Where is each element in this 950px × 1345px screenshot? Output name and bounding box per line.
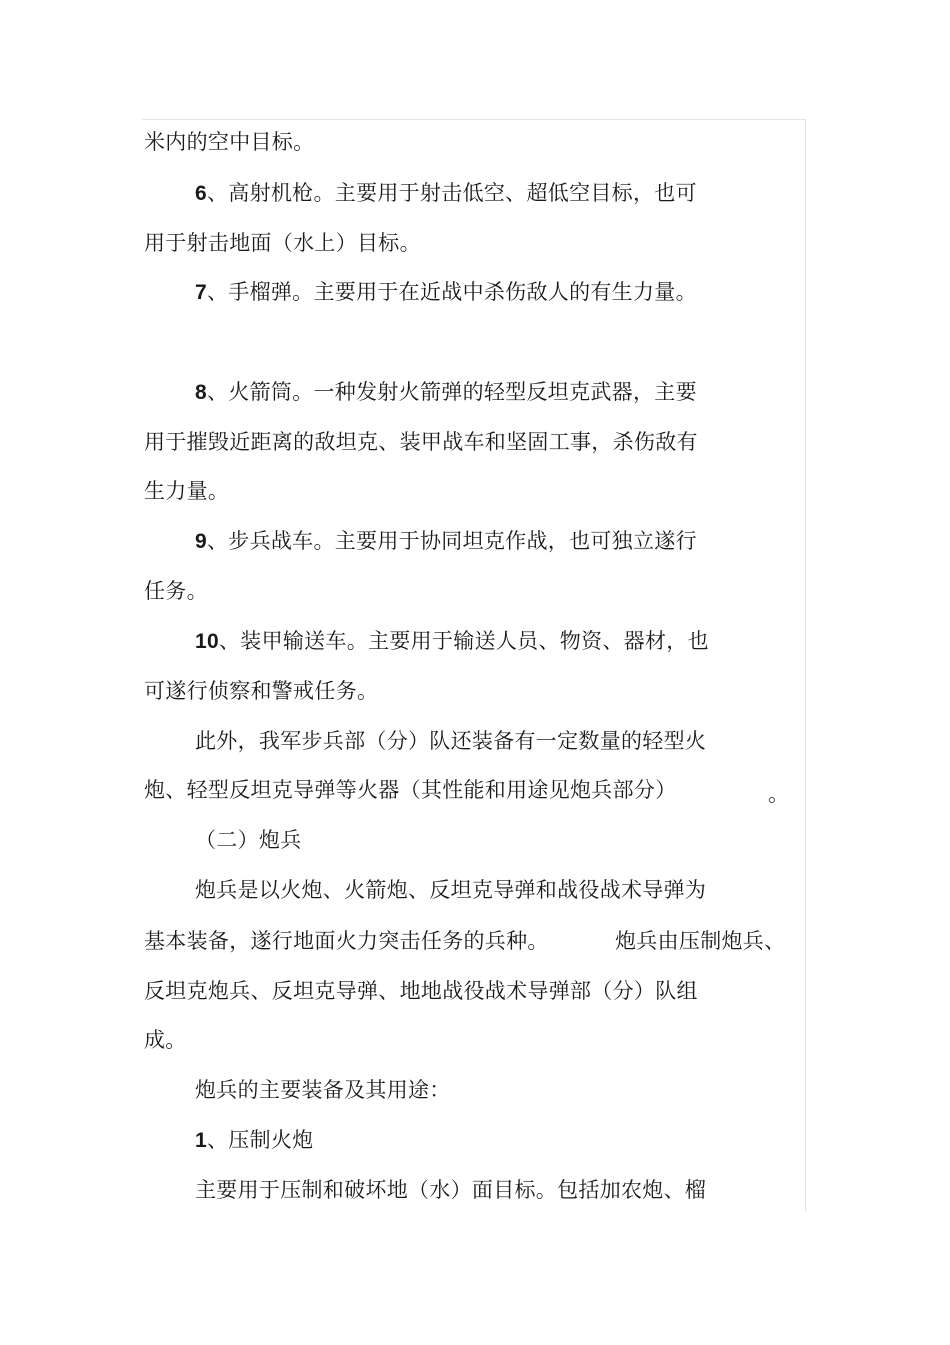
list-item-9: 9、步兵战车。主要用于协同坦克作战，也可独立遂行 bbox=[195, 529, 697, 553]
text-line: 米内的空中目标。 bbox=[144, 130, 315, 154]
text-line: 任务。 bbox=[144, 579, 208, 603]
list-item-6: 6、高射机枪。主要用于射击低空、超低空目标，也可 bbox=[195, 181, 697, 205]
list-item-8: 8、火箭筒。一种发射火箭弹的轻型反坦克武器，主要 bbox=[195, 380, 697, 404]
text-line: 用于射击地面（水上）目标。 bbox=[144, 231, 421, 255]
list-item-1: 1、压制火炮 bbox=[195, 1128, 314, 1152]
text-line: 生力量。 bbox=[144, 479, 230, 503]
text-line: 成。 bbox=[144, 1028, 187, 1052]
list-item-10: 10、装甲输送车。主要用于输送人员、物资、器材，也 bbox=[195, 629, 709, 653]
text-line: 基本装备，遂行地面火力突击任务的兵种。 bbox=[144, 929, 549, 953]
text-line-continuation: 炮兵由压制炮兵、 bbox=[615, 929, 786, 953]
text-line: 炮、轻型反坦克导弹等火器（其性能和用途见炮兵部分） bbox=[144, 778, 677, 802]
section-heading: （二）炮兵 bbox=[195, 828, 302, 852]
trailing-period: 。 bbox=[768, 782, 790, 806]
paragraph-line: 炮兵是以火炮、火箭炮、反坦克导弹和战役战术导弹为 bbox=[195, 878, 707, 902]
paragraph-line: 此外，我军步兵部（分）队还装备有一定数量的轻型火 bbox=[195, 729, 707, 753]
text-line: 可遂行侦察和警戒任务。 bbox=[144, 679, 379, 703]
text-line: 反坦克炮兵、反坦克导弹、地地战役战术导弹部（分）队组 bbox=[144, 979, 698, 1003]
paragraph-line: 炮兵的主要装备及其用途： bbox=[195, 1078, 451, 1102]
list-item-7: 7、手榴弹。主要用于在近战中杀伤敌人的有生力量。 bbox=[195, 280, 697, 304]
text-line: 用于摧毁近距离的敌坦克、装甲战车和坚固工事，杀伤敌有 bbox=[144, 430, 698, 454]
paragraph-line: 主要用于压制和破坏地（水）面目标。包括加农炮、榴 bbox=[195, 1178, 707, 1202]
